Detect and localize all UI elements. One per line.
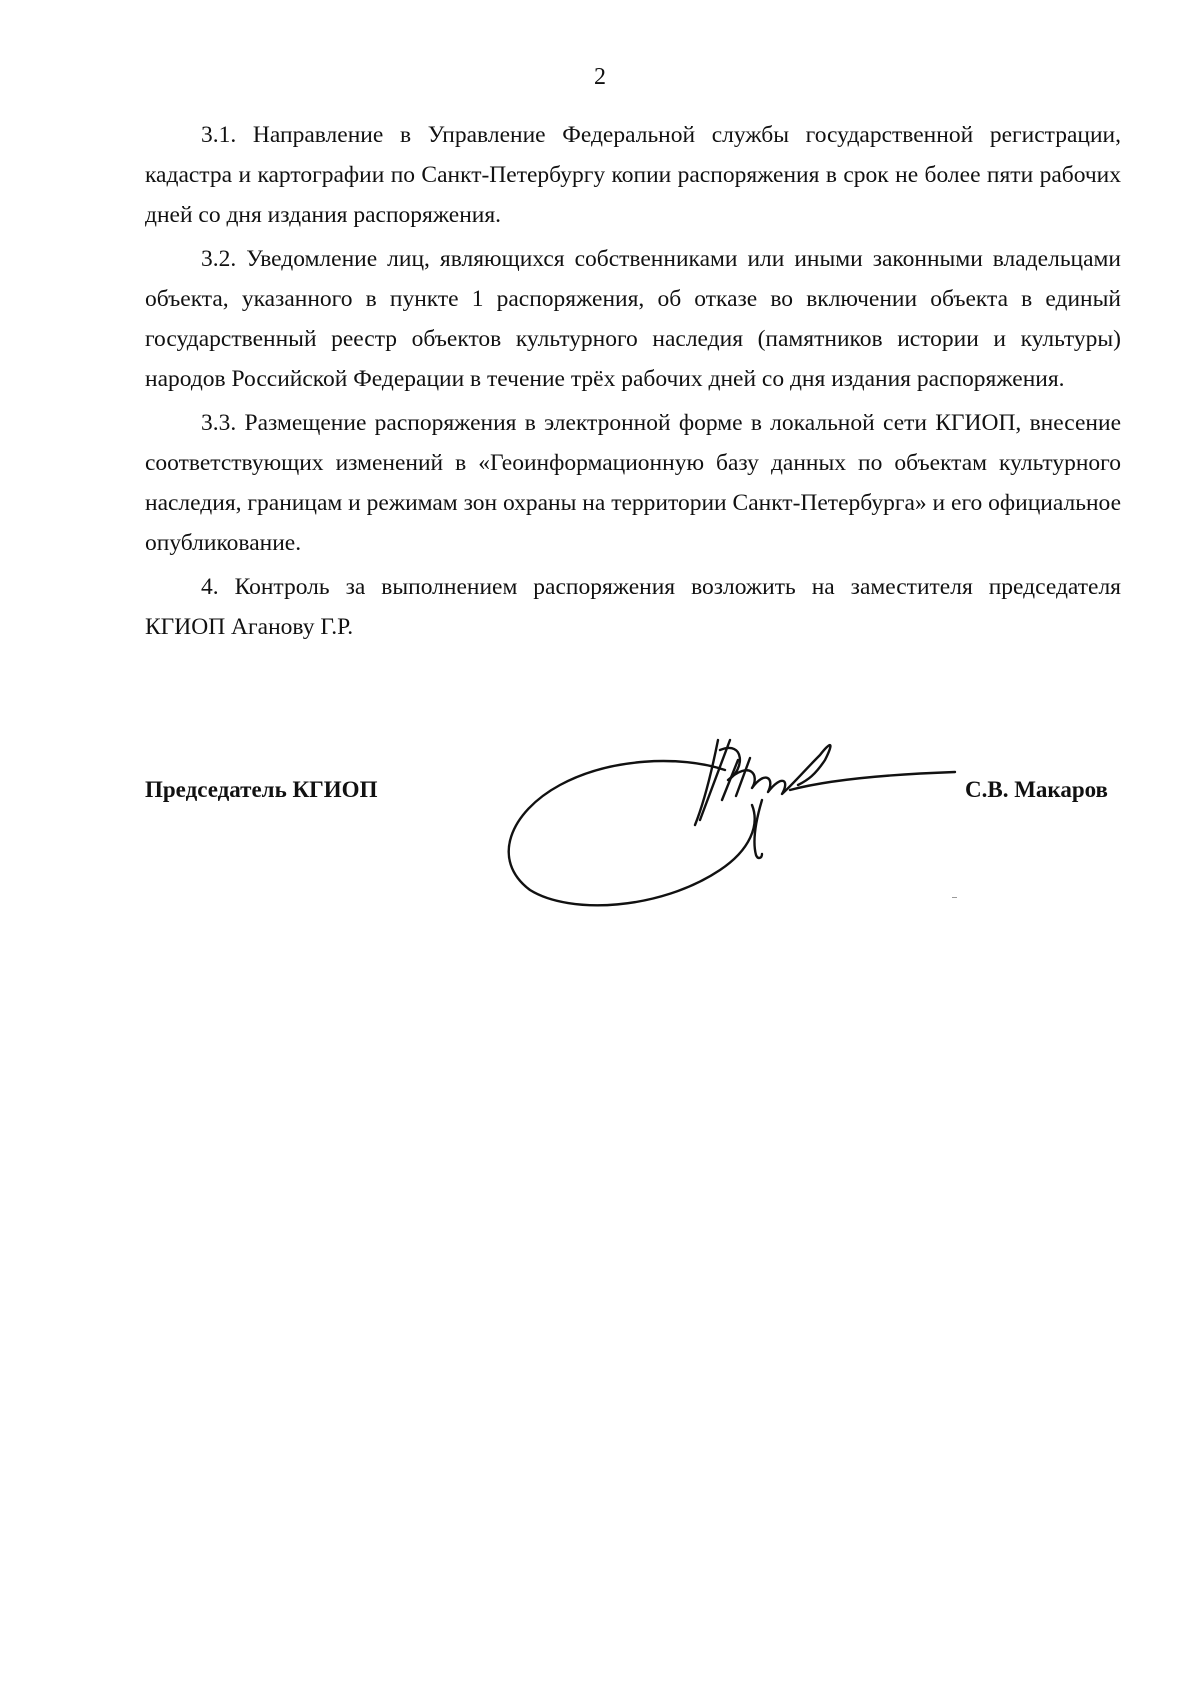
- paragraph-4: 4. Контроль за выполнением распоряжения возложить на заместителя председателя КГИОП Аганову Г.Р.: [145, 574, 1121, 640]
- paragraph-3-3: 3.3. Размещение распоряжения в электронной форме в локальной сети КГИОП, внесение соответствующих изменений в «Геоинформационную базу данных по объектам культурного наследия, границам и режимам зон охраны на территории Санкт-Петербурга» и его официальное опубликование.: [145, 410, 1121, 556]
- paragraph-3-2: 3.2. Уведомление лиц, являющихся собственниками или иными законными владельцами объекта, указанного в пункте 1 распоряжения, об отказе во включении объекта в единый государственный реестр объектов культурного наследия (памятников истории и культуры) народов Российской Федерации в течение трёх рабочих дней со дня издания распоряжения.: [145, 246, 1121, 392]
- page-number: 2: [594, 64, 606, 90]
- document-body: [145, 115, 1121, 651]
- handwritten-signature: [490, 730, 960, 920]
- signature-strokes: [695, 740, 830, 825]
- signature-hook: [754, 800, 762, 858]
- scan-artifact: [952, 897, 957, 898]
- signatory-title: Председатель КГИОП: [145, 777, 378, 802]
- signatory-name: С.В. Макаров: [965, 777, 1108, 802]
- paragraph-3-1: 3.1. Направление в Управление Федеральной службы государственной регистрации, кадастра и картографии по Санкт-Петербургу копии распоряжения в срок не более пяти рабочих дней со дня издания распоряжения.: [145, 122, 1121, 228]
- signature-loop: [509, 761, 755, 905]
